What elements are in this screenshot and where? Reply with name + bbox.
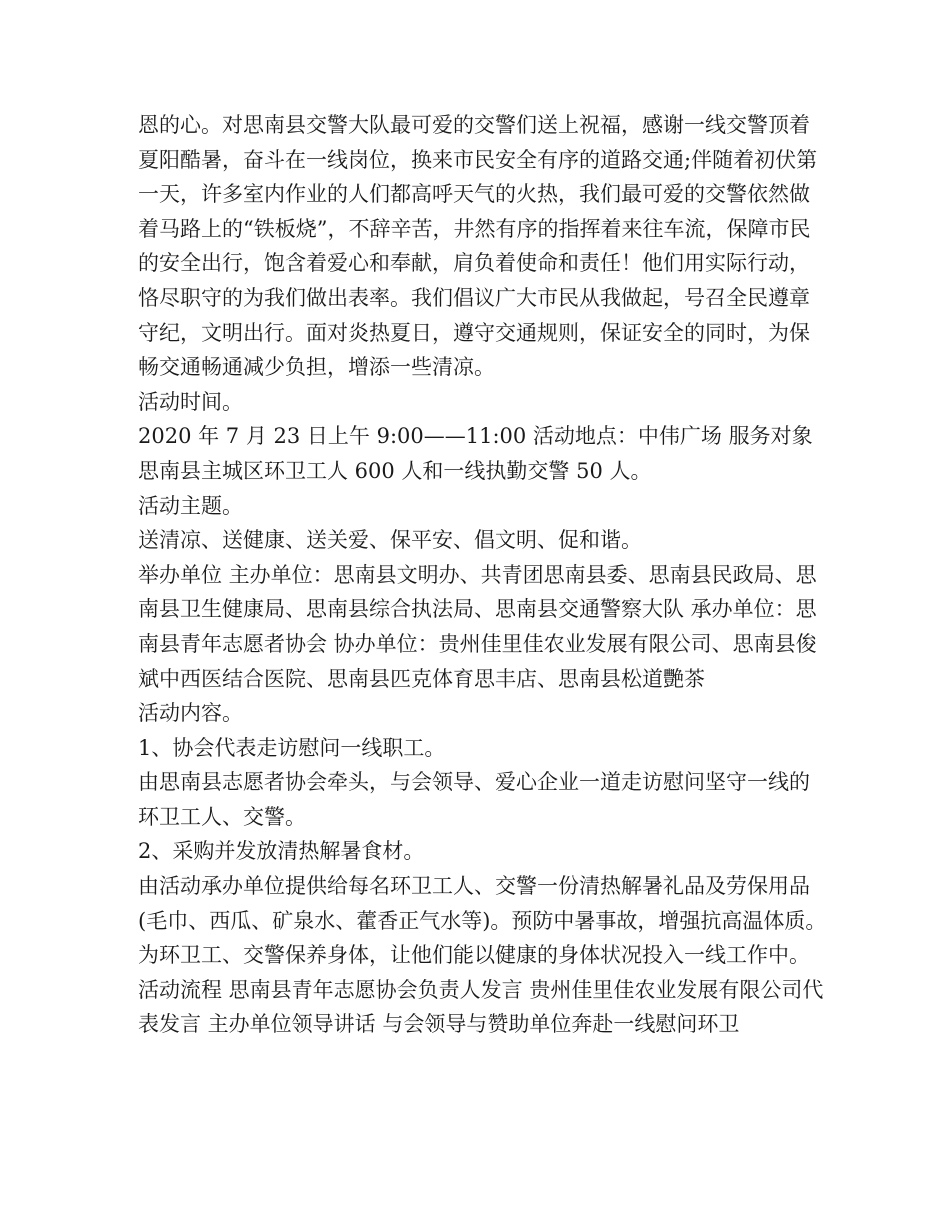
paragraph-organizers: 举办单位 主办单位：思南县文明办、共青团思南县委、思南县民政局、思南县卫生健康局、思南县综合执法局、思南县交通警察大队 承办单位：思南县青年志愿者协会 协办单位：贵州佳里佳农业发展有限公司、思南县俊斌中西医结合医院、思南县匹克体育思丰店、思南县松道艷茶 [138,562,817,691]
list-item-1-body: 由思南县志愿者协会牵头，与会领导、爱心企业一道走访慰问坚守一线的环卫工人、交警。 [138,770,810,829]
paragraph-theme: 送清凉、送健康、送关爱、保平安、倡文明、促和谐。 [138,528,642,553]
paragraph-time-location: 2020 年 7 月 23 日上午 9:00——11:00 活动地点：中伟广场 服务对象 思南县主城区环卫工人 600 人和一线执勤交警 50 人。 [138,424,813,483]
paragraph-intro: 恩的心。对思南县交警大队最可爱的交警们送上祝福，感谢一线交警顶着夏阳酷暑，奋斗在一线岗位，换来市民安全有序的道路交通;伴随着初伏第一天，许多室内作业的人们都高呼天气的火热，我们最可爱的交警依然做着马路上的“铁板烧”，不辞辛苦，井然有序的指挥着来往车流，保障市民的安全出行，饱含着爱心和奉献，肩负着使命和责任！他们用实际行动，恪尽职守的为我们做出表率。我们倡议广大市民从我做起，号召全民遵章守纪，文明出行。面对炎热夏日，遵守交通规则，保证安全的同时，为保畅交通畅通减少负担，增添一些清凉。 [138,113,818,380]
heading-activity-content: 活动内容。 [138,701,243,726]
list-item-2-title: 2、采购并发放清热解暑食材。 [138,839,425,864]
paragraph-activity-process: 活动流程 思南县青年志愿协会负责人发言 贵州佳里佳农业发展有限公司代表发言 主办单位领导讲话 与会领导与赞助单位奔赴一线慰问环卫 [138,977,824,1037]
heading-activity-theme: 活动主题。 [138,493,243,518]
document-page [138,108,828,1042]
heading-activity-time: 活动时间。 [138,389,243,414]
list-item-1-title: 1、协会代表走访慰问一线职工。 [138,735,446,760]
list-item-2-body: 由活动承办单位提供给每名环卫工人、交警一份清热解暑礼品及劳保用品(毛巾、西瓜、矿泉水、藿香正气水等)。预防中暑事故，增强抗高温体质。为环卫工、交警保养身体，让他们能以健康的身体状况投入一线工作中。 [138,874,827,968]
